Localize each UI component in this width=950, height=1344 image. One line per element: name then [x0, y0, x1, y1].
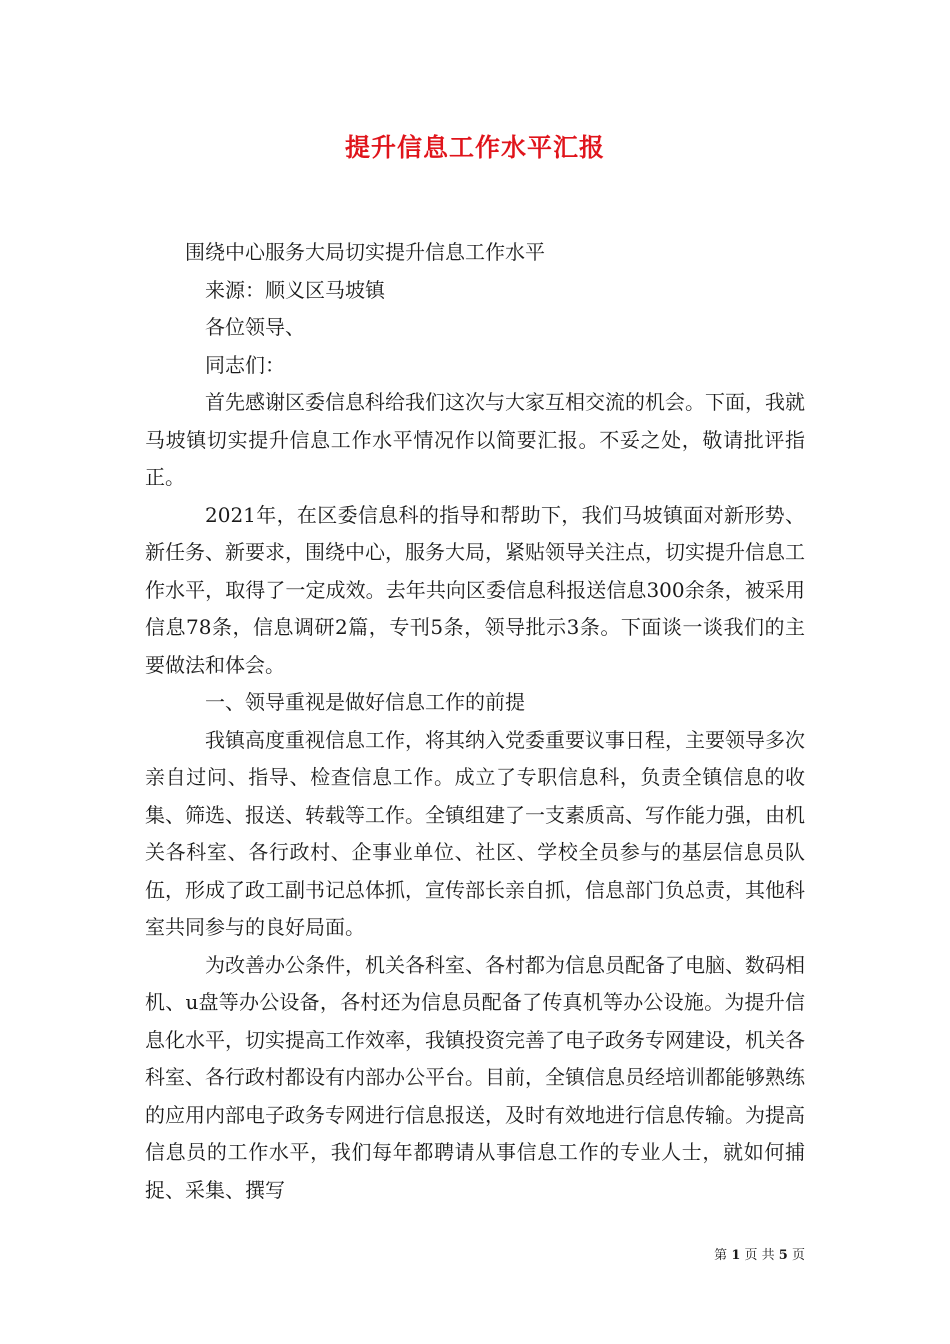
- footer-total-pages: 5: [778, 1248, 788, 1263]
- body-paragraph: 首先感谢区委信息科给我们这次与大家互相交流的机会。下面，我就马坡镇切实提升信息工作水平情况作以简要汇报。不妥之处，敬请批评指正。: [145, 390, 805, 489]
- document-body: [145, 234, 805, 1209]
- body-paragraph: 我镇高度重视信息工作，将其纳入党委重要议事日程，主要领导多次亲自过问、指导、检查信息工作。成立了专职信息科，负责全镇信息的收集、筛选、报送、转载等工作。全镇组建了一支素质高、写作能力强，由机关各科室、各行政村、企事业单位、社区、学校全员参与的基层信息员队伍，形成了政工副书记总体抓，宣传部长亲自抓，信息部门负总责，其他科室共同参与的良好局面。: [145, 727, 805, 939]
- footer-suffix: 页: [791, 1248, 805, 1263]
- body-paragraph: 为改善办公条件，机关各科室、各村都为信息员配备了电脑、数码相机、u盘等办公设备，各村还为信息员配备了传真机等办公设施。为提升信息化水平，切实提高工作效率，我镇投资完善了电子政务专网建设，机关各科室、各行政村都设有内部办公平台。目前，全镇信息员经培训都能够熟练的应用内部电子政务专网进行信息报送，及时有效地进行信息传输。为提高信息员的工作水平，我们每年都聘请从事信息工作的专业人士，就如何捕捉、采集、撰写: [145, 952, 805, 1202]
- footer-prefix: 第: [714, 1248, 728, 1263]
- document-title: 提升信息工作水平汇报: [344, 133, 605, 162]
- source-line: 来源：顺义区马坡镇: [205, 277, 385, 302]
- section-heading: 一、领导重视是做好信息工作的前提: [205, 690, 525, 714]
- footer-page-number: 1: [731, 1248, 741, 1263]
- body-paragraph: 2021年，在区委信息科的指导和帮助下，我们马坡镇面对新形势、新任务、新要求，围绕中心，服务大局，紧贴领导关注点，切实提升信息工作水平，取得了一定成效。去年共向区委信息科报送信息300余条，被采用信息78条，信息调研2篇，专刊5条，领导批示3条。下面谈一谈我们的主要做法和体会。: [145, 502, 805, 677]
- salutation-comrades: 同志们：: [205, 352, 285, 377]
- salutation-leaders: 各位领导、: [205, 315, 305, 339]
- footer-middle: 页 共: [744, 1248, 775, 1263]
- subtitle-paragraph: 围绕中心服务大局切实提升信息工作水平: [185, 240, 545, 264]
- page-footer: [714, 1247, 805, 1265]
